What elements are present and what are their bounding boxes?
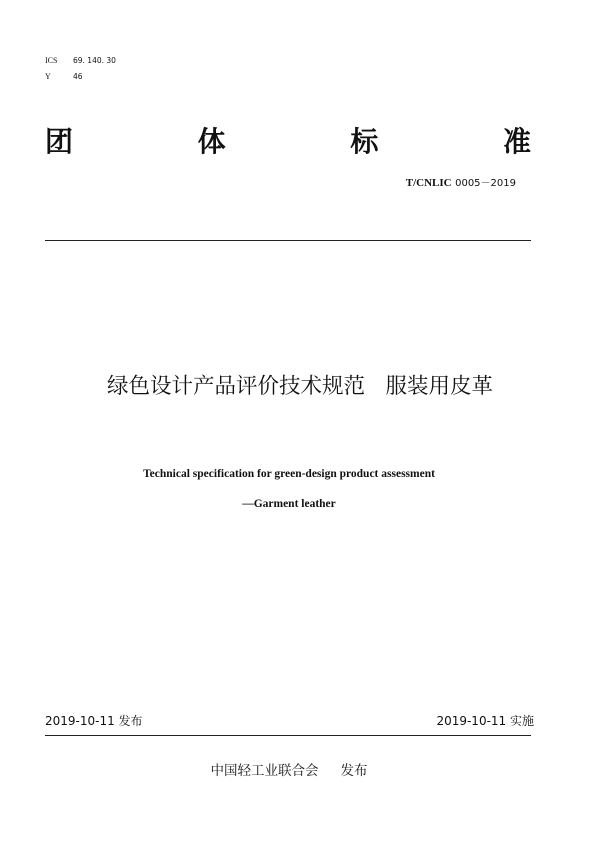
standard-type-heading [45,124,531,160]
english-title-line-1: Technical specification for green-design product assessment [143,468,435,480]
standard-type-char: 体 [197,125,226,158]
standard-number-code: 0005－2019 [455,178,516,189]
english-title-line-2: —Garment leather [242,498,336,510]
classification-code-line [45,72,83,82]
issuer-line [0,762,578,780]
issuer-name: 中国轻工业联合会 [210,763,319,779]
standard-type-char: 团 [45,125,74,158]
bottom-divider [45,735,531,736]
standard-number [406,176,516,191]
classification-label: Y [45,72,51,81]
standard-number-prefix: T/CNLIC [405,177,452,189]
publish-date: 2019-10-11 发布 [45,714,143,728]
chinese-title: 绿色设计产品评价技术规范 服装用皮革 [106,374,493,399]
ics-label: ICS [45,56,58,65]
top-divider [45,240,531,241]
standard-type-char: 标 [350,125,379,158]
ics-value: 69. 140. 30 [73,56,116,65]
standard-type-char: 准 [502,125,531,158]
issuer-action: 发布 [340,763,368,779]
ics-code-line [45,56,116,66]
classification-value: 46 [73,72,83,81]
implementation-date: 2019-10-11 实施 [436,714,534,728]
